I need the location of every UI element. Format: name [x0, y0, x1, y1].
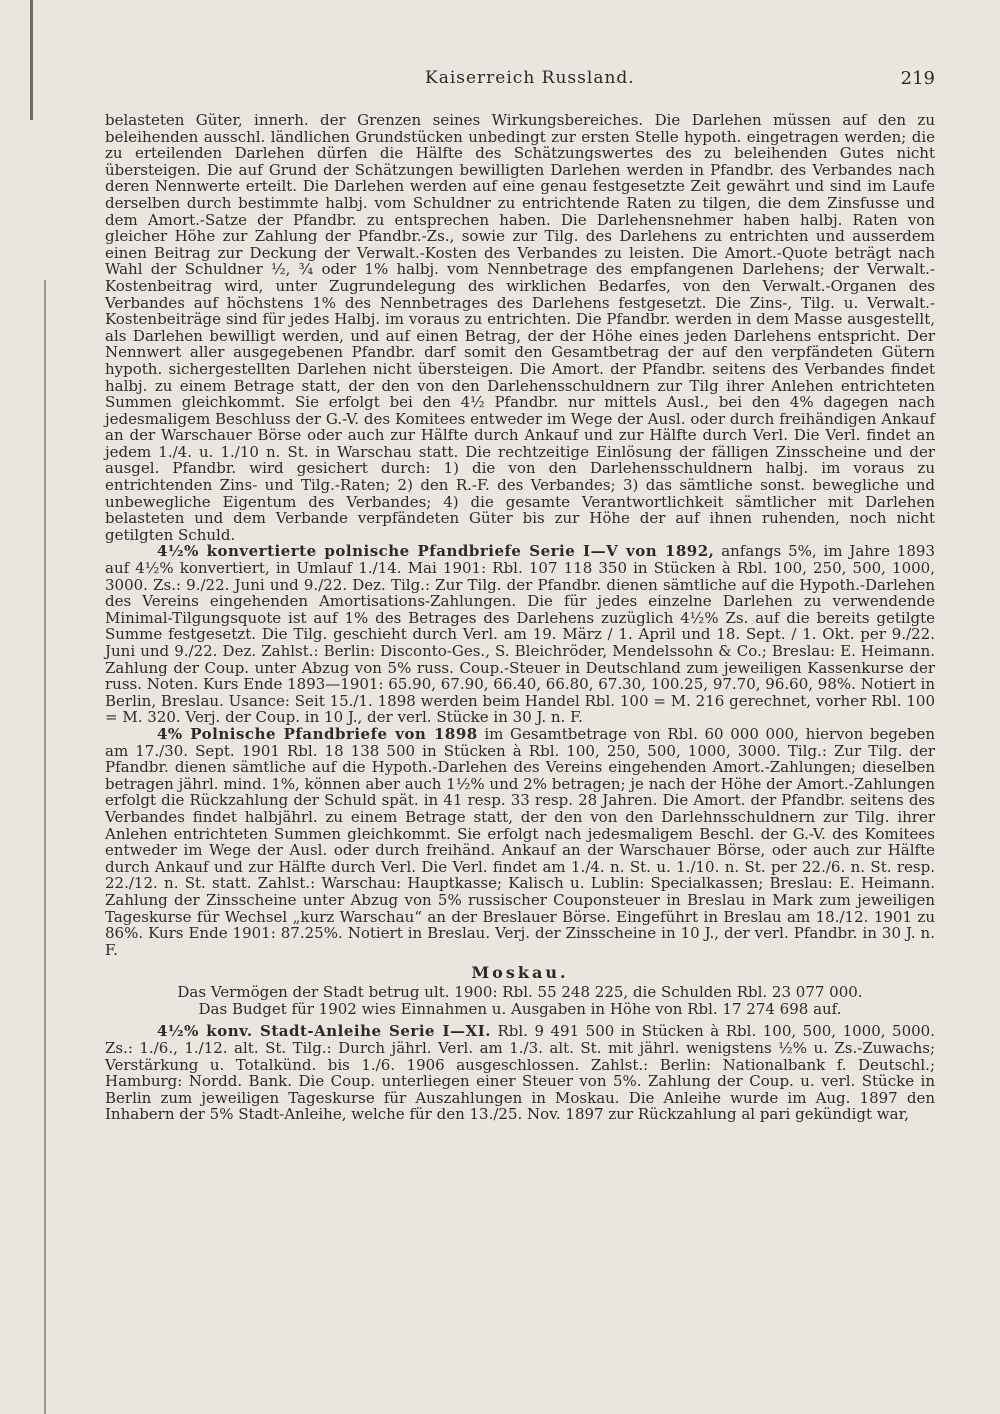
page-header	[105, 68, 935, 96]
entry-heading: 4½% konv. Stadt-Anleihe Serie I—XI.	[157, 1022, 491, 1041]
paragraph-konvertierte-pfandbriefe	[105, 543, 935, 726]
entry-text: anfangs 5%, im Jahre 1893 auf 4½% konvertiert, in Umlauf 1./14. Mai 1901: Rbl. 107 118 350 in Stücken à Rbl. 100, 250, 500, 1000, 3000. Zs.: 9./22. Juni und 9./22. Dez. Tilg.: Zur Tilg. der Pfandbr. dienen sämtliche auf die Hypoth.-Darlehen des Vereins eingehenden Amortisations-Zahlungen. Die für jedes einzelne Darlehen zu verwendende Minimal-Tilgungsquote ist auf 1% des Betrages des Darlehens zuzüglich 4½% Zs. auf die bereits getilgte Summe festgesetzt. Die Tilg. geschieht durch Verl. am 19. März / 1. April und 18. Sept. / 1. Okt. per 9./22. Juni und 9./22. Dez. Zahlst.: Berlin: Disconto-Ges., S. Bleichröder, Mendelssohn & Co.; Breslau: E. Heimann. Zahlung der Coup. unter Abzug von 5% russ. Coup.-Steuer in Deutschland zum jeweiligen Kassenkurse der russ. Noten. Kurs Ende 1893—1901: 65.90, 67.90, 66.40, 66.80, 67.30, 100.25, 97.70, 96.60, 98%. Notiert in Berlin, Breslau. Usance: Seit 15./1. 1898 werden beim Handel Rbl. 100 = M. 216 gerechnet, vorher Rbl. 100 = M. 320. Verj. der Coup. in 10 J., der verl. Stücke in 30 J. n. F.	[105, 542, 935, 727]
entry-heading: 4½% konvertierte polnische Pfandbriefe Serie I—V von 1892,	[157, 542, 715, 561]
paragraph-polnische-pfandbriefe-1898	[105, 726, 935, 958]
moskau-vermoegen-line: Das Vermögen der Stadt betrug ult. 1900: Rbl. 55 248 225, die Schulden Rbl. 23 077 000.	[177, 983, 863, 1002]
binding-edge-line	[44, 280, 46, 1414]
entry-text: Rbl. 9 491 500 in Stücken à Rbl. 100, 500, 1000, 5000. Zs.: 1./6., 1./12. alt. St. Tilg.: Durch jährl. Verl. am 1./3. alt. St. mit jährl. wenigstens ½% u. Zs.-Zuwachs; Verstärkung u. Totalkünd. bis 1./6. 1906 ausgeschlossen. Zahlst.: Berlin: Nationalbank f. Deutschl.; Hamburg: Nordd. Bank. Die Coup. unterliegen einer Steuer von 5%. Zahlung der Coup. u. verl. Stücke in Berlin zum jeweiligen Tageskurse für Auszahlungen in Moskau. Die Anleihe wurde im Aug. 1897 den Inhabern der 5% Stadt-Anleihe, welche für den 13./25. Nov. 1897 zur Rückzahlung al pari gekündigt war,	[105, 1022, 935, 1124]
entry-heading: 4% Polnische Pfandbriefe von 1898	[157, 724, 478, 743]
page-body	[105, 112, 935, 1123]
section-title-moskau: Moskau.	[471, 963, 569, 983]
page-number: 219	[900, 68, 935, 89]
running-title: Kaiserreich Russland.	[425, 68, 635, 88]
paragraph-verband-continuation: belasteten Güter, innerh. der Grenzen seines Wirkungsbereiches. Die Darlehen müssen auf den zu beleihenden ausschl. ländlichen Grundstücken unbedingt zur ersten Stelle hypoth. eingetragen werden; die zu erteilenden Darlehen dürfen die Hälfte des Schätzungswertes des zu beleihenden Gutes nicht übersteigen. Die auf Grund der Schätzungen bewilligten Darlehen werden in Pfandbr. des Verbandes nach deren Nennwerte erteilt. Die Darlehen werden auf eine genau festgesetzte Zeit gewährt und sind im Laufe derselben durch bestimmte halbj. vom Schuldner zu entrichtende Raten zu tilgen, die dem Zinsfusse und dem Amort.-Satze der Pfandbr. zu entsprechen haben. Die Darlehensnehmer haben halbj. Raten von gleicher Höhe zur Zahlung der Pfandbr.-Zs., sowie zur Tilg. des Darlehens zu entrichten und ausserdem einen Beitrag zur Deckung der Verwalt.-Kosten des Verbandes zu leisten. Die Amort.-Quote beträgt nach Wahl der Schuldner ½, ¾ oder 1% halbj. vom Nennbetrage des empfangenen Darlehens; der Verwalt.-Kostenbeitrag wird, unter Zugrundelegung des wirklichen Bedarfes, von den Verwalt.-Organen des Verbandes auf höchstens 1% des Nennbetrages des Darlehens festgesetzt. Die Zins-, Tilg. u. Verwalt.-Kostenbeiträge sind für jedes Halbj. im voraus zu entrichten. Die Pfandbr. werden in dem Masse ausgestellt, als Darlehen bewilligt werden, und auf einen Betrag, der der Höhe eines jeden Darlehens entspricht. Der Nennwert aller ausgegebenen Pfandbr. darf somit den Gesamtbetrag der auf den verpfändeten Gütern hypoth. sichergestellten Darlehen nicht übersteigen. Die Amort. der Pfandbr. seitens des Verbandes findet halbj. zu einem Betrage statt, der den von den Darlehensschuldnern zur Tilg ihrer Anlehen entrichteten Summen gleichkommt. Sie erfolgt bei den 4½ Pfandbr. nur mittels Ausl., bei den 4% dagegen nach jedesmaligem Beschluss der G.-V. des Komitees entweder im Wege der Ausl. oder durch freihändigen Ankauf an der Warschauer Börse oder auch zur Hälfte durch Ankauf und zur Hälfte durch Verl. Die Verl. findet an jedem 1./4. u. 1./10 n. St. in Warschau statt. Die rechtzeitige Einlösung der fälligen Zinsscheine und der ausgel. Pfandbr. wird gesichert durch: 1) die von den Darlehensschuldnern halbj. im voraus zu entrichtenden Zins- und Tilg.-Raten; 2) den R.-F. des Verbandes; 3) das sämtliche sonst. bewegliche und unbewegliche Eigentum des Verbandes; 4) die gesamte Verantwortlichkeit sämtlicher mit Darlehen belasteten und dem Verbande verpfändeten Güter bis zur Höhe der auf ihnen ruhenden, noch nicht getilgten Schuld.	[105, 111, 935, 544]
entry-text: im Gesamtbetrage von Rbl. 60 000 000, hiervon begeben am 17./30. Sept. 1901 Rbl. 18 138 500 in Stücken à Rbl. 100, 250, 500, 1000, 3000. Tilg.: Zur Tilg. der Pfandbr. dienen sämtliche auf die Hypoth.-Darlehen des Vereins eingehenden Amort.-Zahlungen; dieselben betragen jährl. mind. 1%, können aber auch 1½% und 2% betragen; je nach der Höhe der Amort.-Zahlungen erfolgt die Rückzahlung der Schuld spät. in 41 resp. 33 resp. 28 Jahren. Die Amort. der Pfandbr. seitens des Verbandes findet halbjährl. zu einem Betrage statt, der den von den Darlehnsschuldnern zur Tilg. ihrer Anlehen entrichteten Summen gleichkommt. Sie erfolgt nach jedesmaligem Beschl. der G.-V. des Komitees entweder im Wege der Ausl. oder durch freihänd. Ankauf an der Warschauer Börse, oder auch zur Hälfte durch Ankauf und zur Hälfte durch Verl. Die Verl. findet am 1./4. n. St. u. 1./10. n. St. per 22./6. n. St. resp. 22./12. n. St. statt. Zahlst.: Warschau: Hauptkasse; Kalisch u. Lublin: Specialkassen; Breslau: E. Heimann. Zahlung der Zinsscheine unter Abzug von 5% russischer Couponsteuer in Breslau in Mark zum jeweiligen Tageskurse für Wechsel „kurz Warschau“ an der Breslauer Börse. Eingeführt in Breslau am 18./12. 1901 zu 86%. Kurs Ende 1901: 87.25%. Notiert in Breslau. Verj. der Zinsscheine in 10 J., der verl. Pfandbr. in 30 J. n. F.	[105, 724, 936, 959]
moskau-budget-line: Das Budget für 1902 wies Einnahmen u. Ausgaben in Höhe von Rbl. 17 274 698 auf.	[198, 999, 842, 1018]
paragraph-stadt-anleihe	[105, 1023, 935, 1123]
binding-edge-mark	[30, 0, 33, 120]
